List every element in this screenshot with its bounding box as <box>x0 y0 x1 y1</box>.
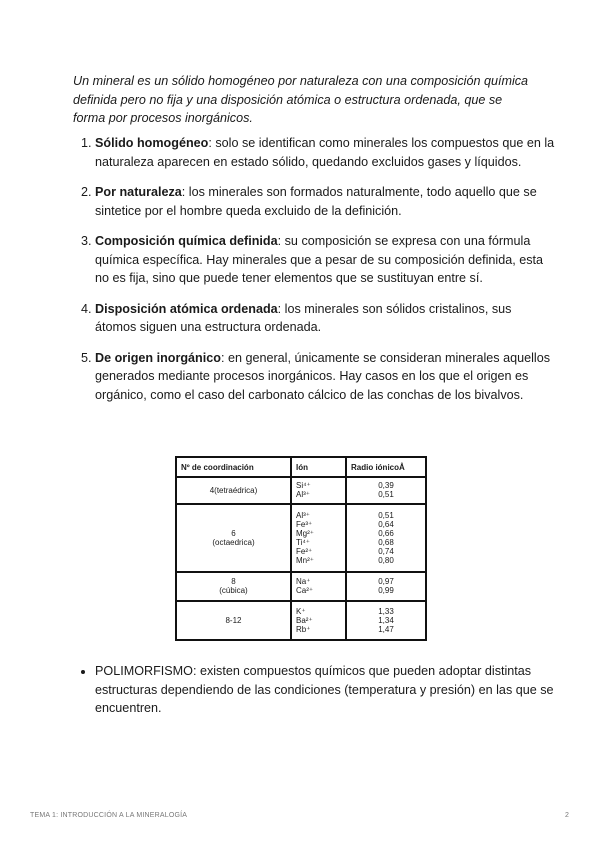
ion-cell <box>291 601 346 640</box>
ion-value: Ba²⁺ <box>296 615 313 625</box>
coordination-cell <box>176 477 291 504</box>
ion-cell <box>291 477 346 504</box>
definition-term: Por naturaleza <box>95 185 182 199</box>
definition-text: : los minerales son formados naturalmente, todo aquello que se sintetice por el hombre queda excluido de la definición. <box>95 185 537 218</box>
coordination-value: (cúbica) <box>219 586 248 596</box>
definition-item <box>95 232 555 288</box>
radius-value: 1,47 <box>378 624 394 634</box>
ion-value: Na⁺ <box>296 577 311 587</box>
definition-list <box>73 134 555 416</box>
definition-text: : en general, únicamente se consideran minerales aquellos generados mediante procesos inorgánicos. Hay casos en los que el origen es orgánico, como el caso del carbonato cálcico de las conchas de los bivalvos. <box>95 350 550 402</box>
definition-item <box>95 349 555 405</box>
coordination-value: 4(tetraédrica) <box>209 485 258 495</box>
radius-cell <box>346 477 426 504</box>
page-number: 2 <box>565 812 569 819</box>
definition-item <box>95 300 555 337</box>
header-coordination: Nº de coordinación <box>176 457 291 477</box>
ion-value: Fe²⁺ <box>296 546 313 556</box>
radius-cell <box>346 572 426 601</box>
polimorfismo-item: • POLIMORFISMO: existen compuestos químicos que pueden adoptar distintas estructuras dependiendo de las condiciones (temperatura y presión) en las que se encuentren. <box>95 662 555 718</box>
radius-value: 0,51 <box>378 490 394 500</box>
table-row <box>176 504 426 572</box>
definition-item <box>95 183 555 220</box>
ion-value: Fe³⁺ <box>296 519 313 529</box>
definition-text: : su composición se expresa con una fórmula química específica. Hay minerales que a pesar de su composición definida, esta no es fija, sino que puede tener elementos que se sustituyan entre sí. <box>95 234 544 285</box>
coordination-cell <box>176 572 291 601</box>
table-row <box>176 572 426 601</box>
coordination-cell <box>176 601 291 640</box>
radius-value: 0,51 <box>378 510 394 520</box>
ion-value: Si⁴⁺ <box>296 481 311 491</box>
coordination-value: 8-12 <box>225 615 242 625</box>
footer-title: TEMA 1: INTRODUCCIÓN A LA MINERALOGÍA <box>30 812 188 819</box>
polimorfismo-list <box>73 662 555 718</box>
radius-value: 0,97 <box>378 577 394 587</box>
ion-value: Al³⁺ <box>296 510 310 520</box>
definition-term: Disposición atómica ordenada <box>95 301 278 316</box>
coordination-table <box>175 456 427 641</box>
radius-value: 0,66 <box>378 528 394 538</box>
radius-value: 1,34 <box>378 615 394 625</box>
coordination-cell <box>176 504 291 572</box>
radius-value: 0,74 <box>378 546 394 556</box>
definition-item <box>95 134 555 171</box>
radius-value: 0,64 <box>378 519 394 529</box>
header-ion: Ión <box>291 457 346 477</box>
radius-value: 0,39 <box>378 481 394 491</box>
table-row <box>176 477 426 504</box>
ion-cell <box>291 504 346 572</box>
definition-term: De origen inorgánico <box>95 350 221 365</box>
ion-value: Mg²⁺ <box>296 528 314 538</box>
coordination-value: 8 <box>231 577 236 587</box>
radius-value: 0,68 <box>378 537 394 547</box>
ion-value: K⁺ <box>296 606 306 616</box>
coordination-value: (octaedrica) <box>212 537 255 547</box>
ion-value: Ti⁴⁺ <box>296 537 311 547</box>
radius-cell <box>346 504 426 572</box>
ion-value: Rb⁺ <box>296 624 311 634</box>
ion-value: Al³⁺ <box>296 490 310 500</box>
definition-text: : los minerales son sólidos cristalinos, sus átomos siguen una estructura ordenada. <box>95 301 512 334</box>
ion-value: Ca²⁺ <box>296 586 314 596</box>
radius-cell <box>346 601 426 640</box>
table-row <box>176 601 426 640</box>
radius-value: 0,80 <box>378 555 394 565</box>
coordination-value: 6 <box>231 528 236 538</box>
ion-value: Mn²⁺ <box>296 555 314 565</box>
intro-paragraph: Un mineral es un sólido homogéneo por naturaleza con una composición química definida pero no fija y una disposición atómica o estructura ordenada, que se forma por procesos inorgánicos. <box>73 74 529 125</box>
radius-value: 1,33 <box>378 606 394 616</box>
definition-text: : solo se identifican como minerales los compuestos que en la naturaleza aparecen en estado sólido, quedando excluidos gases y líquidos. <box>95 136 555 169</box>
radius-value: 0,99 <box>378 586 394 596</box>
header-radius: Radio iónicoÅ <box>346 457 426 477</box>
table-header-row <box>176 457 426 477</box>
ion-cell <box>291 572 346 601</box>
definition-term: Composición química definida <box>95 234 278 248</box>
definition-term: Sólido homogéneo <box>95 136 209 150</box>
